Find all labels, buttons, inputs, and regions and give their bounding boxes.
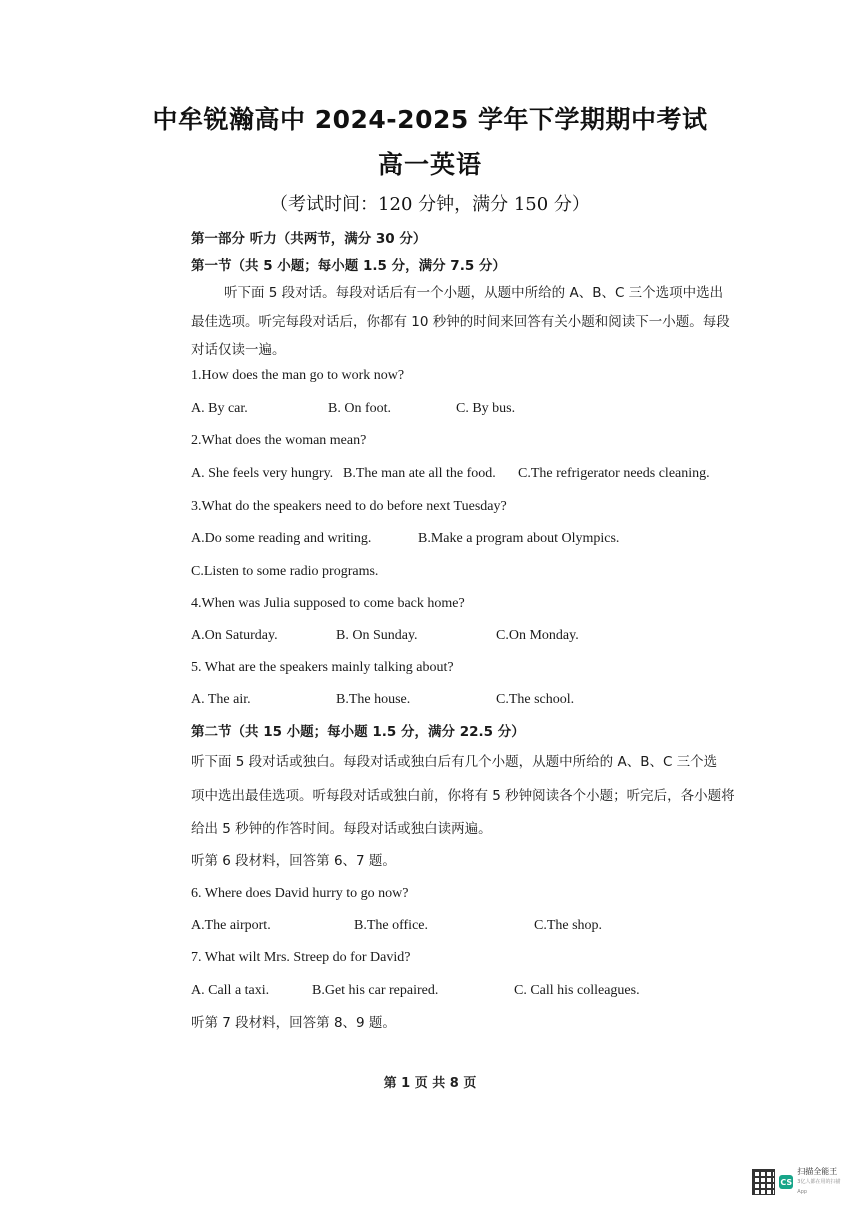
- question-6-option-b: B.The office.: [354, 918, 428, 933]
- question-6-stem: 6. Where does David hurry to go now?: [191, 886, 409, 901]
- question-4-option-b: B. On Sunday.: [336, 628, 418, 643]
- question-5-option-a: A. The air.: [191, 692, 251, 707]
- question-2-option-b: B.The man ate all the food.: [343, 466, 496, 481]
- question-1-option-b: B. On foot.: [328, 401, 391, 416]
- scanner-app-name: 扫描全能王: [797, 1167, 838, 1176]
- question-2-stem: 2.What does the woman mean?: [191, 433, 367, 448]
- question-4-stem: 4.When was Julia supposed to come back home?: [191, 596, 465, 611]
- question-3-stem: 3.What do the speakers need to do before next Tuesday?: [191, 499, 507, 514]
- question-3-option-c: C.Listen to some radio programs.: [191, 564, 379, 579]
- section2-instructions-line1: 听下面 5 段对话或独白。每段对话或独白后有几个小题，从题中所给的 A、B、C 三个选: [191, 754, 718, 770]
- section1-instructions-line1: 听下面 5 段对话。每段对话后有一个小题，从题中所给的 A、B、C 三个选项中选出: [224, 285, 724, 301]
- question-3-option-b: B.Make a program about Olympics.: [418, 531, 620, 546]
- question-6-option-a: A.The airport.: [191, 918, 271, 933]
- question-1-option-c: C. By bus.: [456, 401, 516, 416]
- material-7-note: 听第 7 段材料，回答第 8、9 题。: [191, 1015, 396, 1031]
- scanner-watermark: [752, 1164, 844, 1200]
- question-1-option-a: A. By car.: [191, 401, 248, 416]
- section1-heading: 第一节（共 5 小题；每小题 1.5 分，满分 7.5 分）: [191, 258, 506, 274]
- question-6-option-c: C.The shop.: [534, 918, 603, 933]
- question-7-option-c: C. Call his colleagues.: [514, 983, 640, 998]
- question-3-option-a: A.Do some reading and writing.: [191, 531, 372, 546]
- exam-subject: 高一英语: [377, 150, 482, 179]
- exam-title: 中牟锐瀚高中 2024-2025 学年下学期期中考试: [152, 105, 708, 134]
- scanner-app-tagline: 3亿人都在用的扫描App: [797, 1179, 841, 1195]
- section2-instructions-line2: 项中选出最佳选项。听每段对话或独白前，你将有 5 秒钟阅读各个小题；听完后，各小题将: [191, 788, 735, 804]
- material-6-note: 听第 6 段材料，回答第 6、7 题。: [191, 853, 396, 869]
- question-2-option-a: A. She feels very hungry.: [191, 466, 334, 481]
- camscanner-logo-icon: CS: [779, 1175, 793, 1189]
- exam-info: （考试时间：120 分钟，满分 150 分）: [270, 194, 590, 215]
- section2-instructions-line3: 给出 5 秒钟的作答时间。每段对话或独白读两遍。: [191, 821, 492, 837]
- section1-instructions-line3: 对话仅读一遍。: [191, 342, 286, 358]
- section2-heading: 第二节（共 15 小题；每小题 1.5 分，满分 22.5 分）: [191, 724, 525, 740]
- section1-instructions-line2: 最佳选项。听完每段对话后，你都有 10 秒钟的时间来回答有关小题和阅读下一小题。每段: [191, 314, 730, 330]
- question-7-option-b: B.Get his car repaired.: [312, 983, 439, 998]
- question-1-stem: 1.How does the man go to work now?: [191, 368, 405, 383]
- qr-code-icon: [752, 1169, 775, 1195]
- question-5-option-c: C.The school.: [496, 692, 575, 707]
- question-7-stem: 7. What wilt Mrs. Streep do for David?: [191, 950, 411, 965]
- question-4-option-c: C.On Monday.: [496, 628, 579, 643]
- question-5-option-b: B.The house.: [336, 692, 411, 707]
- question-5-stem: 5. What are the speakers mainly talking about?: [191, 660, 454, 675]
- part1-heading: 第一部分 听力（共两节，满分 30 分）: [191, 231, 427, 247]
- question-7-option-a: A. Call a taxi.: [191, 983, 270, 998]
- question-2-option-c: C.The refrigerator needs cleaning.: [518, 466, 710, 481]
- page-number: 第 1 页 共 8 页: [383, 1076, 477, 1091]
- question-4-option-a: A.On Saturday.: [191, 628, 278, 643]
